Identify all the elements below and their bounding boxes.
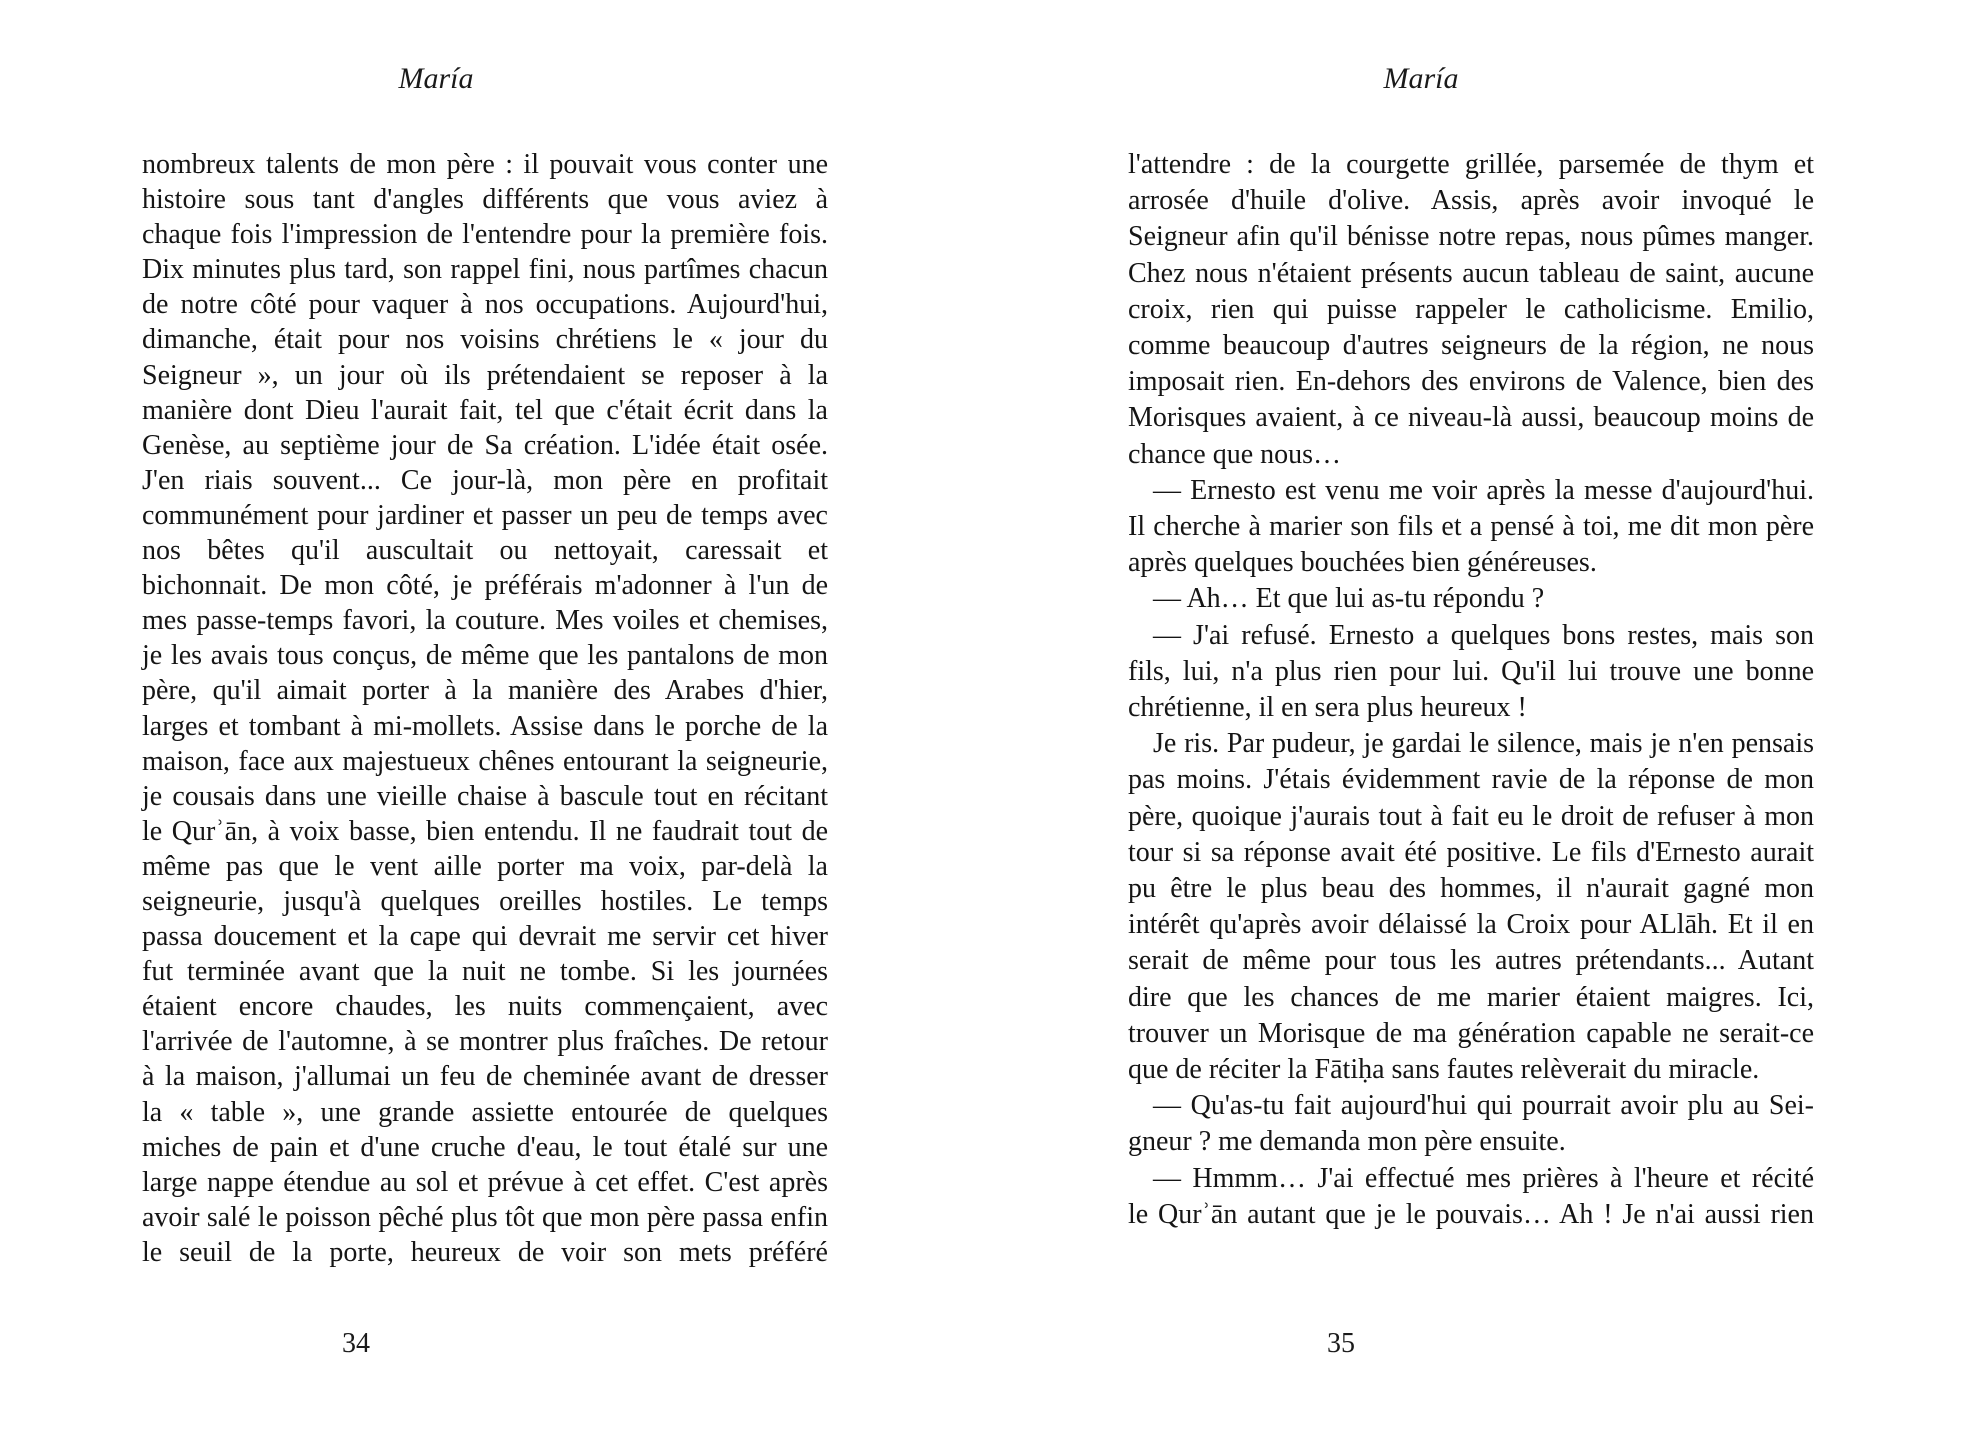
running-header-left: María [398,62,474,95]
text-line: Seigneur », un jour où ils prétendaient se reposer à la [142,359,828,391]
text-line: arrosée d'huile d'olive. Assis, après avoir invoqué le [1128,185,1814,217]
page-number-left: 34 [342,1328,370,1359]
paragraph [1128,618,1814,727]
text-line: pas moins. J'étais évidemment ravie de la réponse de mon [1128,764,1814,796]
text-line: le Qurʾān autant que je le pouvais… Ah ! Je n'ai aussi rien [1128,1198,1814,1230]
text-line: l'arrivée de l'automne, à se montrer plus fraîches. De retour [142,1026,828,1058]
text-line: de notre côté pour vaquer à nos occupations. Aujourd'hui, [142,289,828,321]
text-line: père, qu'il aimait porter à la manière des Arabes d'hier, [142,675,828,707]
text-line: intérêt qu'après avoir délaissé la Croix pour ALlāh. Et il en [1128,909,1814,941]
paragraph [1128,726,1814,1088]
text-line: nombreux talents de mon père : il pouvait vous conter une [142,149,828,180]
paragraph [1128,1088,1814,1160]
text-line: croix, rien qui puisse rappeler le catholicisme. Emilio, [1128,293,1814,325]
paragraph [142,147,828,1270]
text-line: maison, face aux majestueux chênes entourant la seigneurie, [142,745,828,777]
text-line: serait de même pour tous les autres prétendants... Autant [1128,945,1814,977]
text-line: je les avais tous conçus, de même que les pantalons de mon [142,640,828,672]
page-left-text-block [142,147,828,1270]
text-line: tour si sa réponse avait été positive. Le fils d'Ernesto aurait [1128,836,1814,868]
text-line: — Qu'as-tu fait aujourd'hui qui pourrait avoir plu au Sei- [1153,1090,1814,1122]
text-line: fils, lui, n'a plus rien pour lui. Qu'il lui trouve une bonne [1128,655,1814,687]
paragraph [1128,581,1814,617]
text-line: gneur ? me demanda mon père ensuite. [1128,1126,1566,1158]
text-line: Il cherche à marier son fils et a pensé à toi, me dit mon père [1128,511,1814,543]
text-line: manière dont Dieu l'aurait fait, tel que c'était écrit dans la [142,394,828,426]
text-line: imposait rien. En-dehors des environs de Valence, bien des [1128,366,1814,398]
text-line: bichonnait. De mon côté, je préférais m'adonner à l'un de [142,570,828,602]
text-line: à la maison, j'allumai un feu de cheminée avant de dresser [142,1061,828,1093]
text-line: je cousais dans une vieille chaise à bascule tout en récitant [142,780,828,812]
text-line: étaient encore chaudes, les nuits commençaient, avec [142,991,828,1023]
text-line: seigneurie, jusqu'à quelques oreilles hostiles. Le temps [142,885,828,917]
text-line: pu être le plus beau des hommes, il n'aurait gagné mon [1128,873,1814,905]
text-line: l'attendre : de la courgette grillée, parsemée de thym et [1128,149,1814,180]
text-line: — J'ai refusé. Ernesto a quelques bons restes, mais son [1153,619,1814,651]
page-number-right: 35 [1327,1328,1355,1359]
text-line: avoir salé le poisson pêché plus tôt que mon père passa enfin [142,1201,828,1233]
text-line: la « table », une grande assiette entourée de quelques [142,1096,828,1128]
text-line: miches de pain et d'une cruche d'eau, le tout étalé sur une [142,1131,828,1163]
text-line: même pas que le vent aille porter ma voix, par-delà la [142,850,828,882]
text-line: père, quoique j'aurais tout à fait eu le droit de refuser à mon [1128,800,1814,832]
text-line: Je ris. Par pudeur, je gardai le silence, mais je n'en pensais [1153,728,1814,760]
text-line: fut terminée avant que la nuit ne tombe. Si les journées [142,956,828,988]
paragraph [1128,1161,1814,1233]
text-line: comme beaucoup d'autres seigneurs de la région, ne nous [1128,330,1814,362]
text-line: le seuil de la porte, heureux de voir son mets préféré [142,1236,828,1268]
text-line: le Qurʾān, à voix basse, bien entendu. Il ne faudrait tout de [142,815,828,847]
text-line: Seigneur afin qu'il bénisse notre repas, nous pûmes manger. [1128,221,1814,253]
text-line: que de réciter la Fātiḥa sans fautes relèverait du miracle. [1128,1054,1760,1086]
text-line: après quelques bouchées bien généreuses. [1128,547,1597,579]
text-line: nos bêtes qu'il auscultait ou nettoyait, caressait et [142,535,828,567]
text-line: dimanche, était pour nos voisins chrétiens le « jour du [142,324,828,356]
text-line: communément pour jardiner et passer un peu de temps avec [142,499,828,531]
text-line: passa doucement et la cape qui devrait me servir cet hiver [142,921,828,953]
text-line: Dix minutes plus tard, son rappel fini, nous partîmes chacun [142,254,828,286]
text-line: Morisques avaient, à ce niveau-là aussi, beaucoup moins de [1128,402,1814,434]
text-line: trouver un Morisque de ma génération capable ne serait-ce [1128,1017,1814,1049]
text-line: chrétienne, il en sera plus heureux ! [1128,692,1527,724]
text-line: — Hmmm… J'ai effectué mes prières à l'heure et récité [1153,1162,1814,1194]
text-line: Genèse, au septième jour de Sa création. L'idée était osée. [142,429,828,461]
text-line: large nappe étendue au sol et prévue à cet effet. C'est après [142,1166,828,1198]
text-line: chance que nous… [1128,438,1342,470]
paragraph [1128,473,1814,582]
paragraph [1128,147,1814,473]
text-line: dire que les chances de me marier étaient maigres. Ici, [1128,981,1814,1013]
text-line: histoire sous tant d'angles différents que vous aviez à [142,184,828,216]
page-right-text-block [1128,147,1814,1233]
text-line: chaque fois l'impression de l'entendre pour la première fois. [142,219,828,251]
text-line: J'en riais souvent... Ce jour-là, mon père en profitait [142,464,828,496]
text-line: Chez nous n'étaient présents aucun tableau de saint, aucune [1128,257,1814,289]
running-header-right: María [1383,62,1459,95]
text-line: larges et tombant à mi-mollets. Assise dans le porche de la [142,710,828,742]
text-line: — Ah… Et que lui as-tu répondu ? [1153,583,1545,615]
text-line: mes passe-temps favori, la couture. Mes voiles et chemises, [142,605,828,637]
text-line: — Ernesto est venu me voir après la messe d'aujourd'hui. [1153,474,1814,506]
